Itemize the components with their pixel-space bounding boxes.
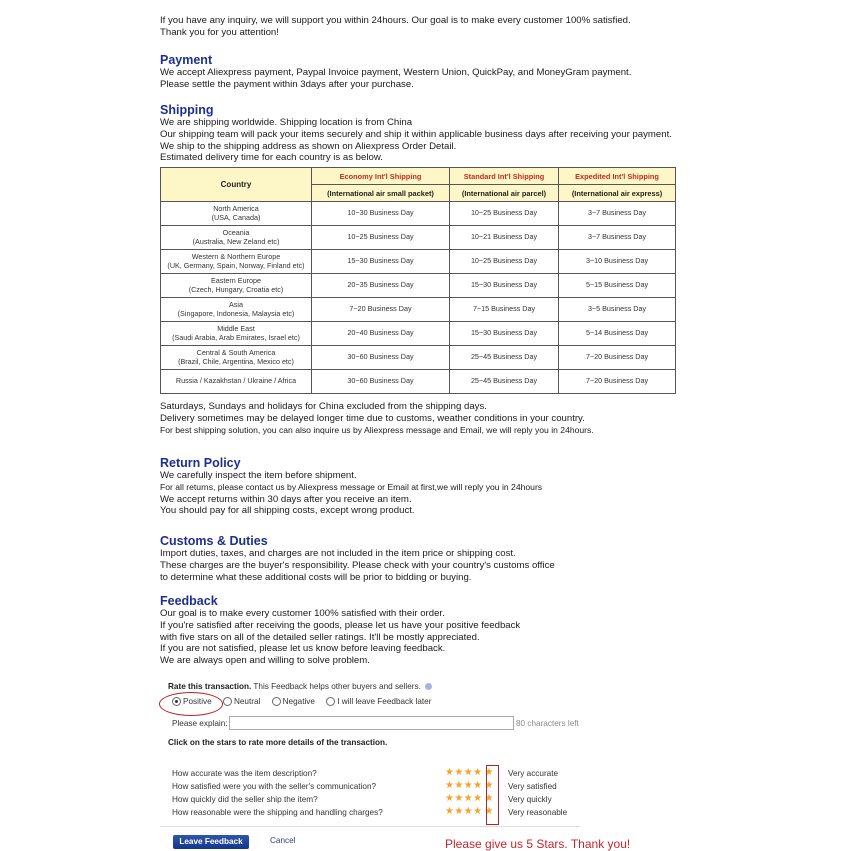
payment-section [160, 53, 631, 91]
shipping-line: Our shipping team will pack your items securely and ship it within applicable business days after receiving your payment. [160, 128, 672, 140]
delivery-time-cell: 30~60 Business Day [312, 346, 450, 370]
intro-line: Thank you for you attention! [160, 26, 279, 38]
explain-label: Please explain: [172, 719, 228, 728]
region-cell [161, 226, 312, 250]
radio-label: I will leave Feedback later [337, 697, 432, 706]
delivery-time-cell: 15~30 Business Day [449, 274, 558, 298]
star-icon[interactable]: ★ [473, 780, 483, 791]
delivery-time-cell: 15~30 Business Day [312, 250, 450, 274]
service-subheader: (International air small packet) [312, 185, 450, 202]
radio-neutral[interactable] [223, 697, 260, 706]
star-icon[interactable]: ★ [445, 806, 455, 817]
delivery-time-cell: 7~20 Business Day [559, 370, 676, 394]
delivery-time-cell: 7~20 Business Day [559, 346, 676, 370]
delivery-time-cell: 10~30 Business Day [312, 202, 450, 226]
star-icon[interactable]: ★ [484, 793, 494, 804]
customs-heading: Customs & Duties [160, 534, 268, 548]
radio-later[interactable] [326, 697, 431, 706]
return-policy-heading: Return Policy [160, 456, 241, 470]
region-detail: (Brazil, Chile, Argentina, Mexico etc) [178, 356, 294, 366]
service-header-expedited: Expedited Int'l Shipping [559, 168, 676, 185]
region-detail: (Saudi Arabia, Arab Emirates, Israel etc) [172, 332, 300, 342]
shipping-line: We ship to the shipping address as shown on Aliexpress Order Detail. [160, 140, 457, 152]
region-name: Central & South America [196, 347, 276, 357]
shipping-row [161, 370, 676, 394]
region-name: Western & Northern Europe [191, 251, 281, 261]
delivery-time-cell: 10~21 Business Day [449, 226, 558, 250]
explain-input[interactable] [229, 716, 514, 730]
shipping-row [161, 274, 676, 298]
star-icon[interactable]: ★ [484, 780, 494, 791]
star-icon[interactable]: ★ [454, 806, 464, 817]
characters-left: 80 characters left [516, 719, 579, 728]
star-icon[interactable]: ★ [484, 806, 494, 817]
delivery-time-cell: 5~15 Business Day [559, 274, 676, 298]
region-cell [161, 250, 312, 274]
rating-question: How accurate was the item description? [172, 769, 317, 778]
rating-label: Very satisfied [508, 782, 557, 791]
customs-line: Import duties, taxes, and charges are not included in the item price or shipping cost. [160, 548, 516, 559]
shipping-time-table [160, 167, 676, 394]
shipping-row [161, 322, 676, 346]
service-subheader: (International air parcel) [449, 185, 558, 202]
region-cell [161, 322, 312, 346]
rate-transaction-row [168, 682, 432, 691]
star-icon[interactable]: ★ [454, 780, 464, 791]
radio-label: Negative [282, 697, 315, 706]
return-line: We carefully inspect the item before shipment. [160, 470, 357, 481]
feedback-line: If you're satisfied after receiving the goods, please let us have your positive feedback [160, 619, 521, 631]
region-name: Eastern Europe [211, 275, 261, 285]
region-detail: (Singapore, Indonesia, Malaysia etc) [177, 308, 295, 318]
customs-section [160, 534, 555, 583]
region-detail: (Czech, Hungary, Croatia etc) [188, 284, 284, 294]
region-detail: (USA, Canada) [211, 212, 261, 222]
shipping-notes [160, 401, 594, 436]
shipping-row [161, 250, 676, 274]
delivery-time-cell: 25~45 Business Day [449, 370, 558, 394]
shipping-row [161, 298, 676, 322]
intro-section [160, 15, 631, 39]
rating-label: Very quickly [508, 795, 552, 804]
service-header-standard: Standard Int'l Shipping [449, 168, 558, 185]
payment-heading: Payment [160, 53, 213, 67]
region-name: Asia [229, 299, 243, 309]
region-detail: (Australia, New Zeland etc) [192, 236, 280, 246]
delivery-time-cell: 25~45 Business Day [449, 346, 558, 370]
return-line: You should pay for all shipping costs, except wrong product. [160, 505, 415, 517]
delivery-time-cell: 3~7 Business Day [559, 202, 676, 226]
radio-negative[interactable] [272, 697, 315, 706]
region-cell [161, 298, 312, 322]
country-header: Country [161, 168, 312, 202]
delivery-time-cell: 7~20 Business Day [312, 298, 450, 322]
rating-question: How quickly did the seller ship the item? [172, 795, 318, 804]
radio-positive[interactable] [172, 697, 212, 706]
delivery-time-cell: 15~30 Business Day [449, 322, 558, 346]
delivery-time-cell: 20~40 Business Day [312, 322, 450, 346]
rating-label: Very accurate [508, 769, 559, 778]
rating-question: How reasonable were the shipping and handling charges? [172, 808, 383, 817]
delivery-time-cell: 5~14 Business Day [559, 322, 676, 346]
delivery-time-cell: 7~15 Business Day [449, 298, 558, 322]
customs-line: to determine what these additional costs will be prior to bidding or buying. [160, 571, 472, 583]
region-cell [161, 346, 312, 370]
payment-line: We accept Aliexpress payment, Paypal Invoice payment, Western Union, QuickPay, and MoneyGram payment. [160, 67, 632, 78]
region-name: North America [213, 203, 259, 213]
rating-radio-group [172, 697, 440, 708]
region-name: Middle East [217, 323, 255, 333]
return-line: We accept returns within 30 days after you receive an item. [160, 493, 412, 505]
feedback-section [160, 594, 520, 667]
leave-feedback-button[interactable]: Leave Feedback [173, 835, 249, 849]
star-icon[interactable]: ★ [463, 806, 474, 817]
star-icon[interactable]: ★ [484, 767, 494, 778]
customs-line: These charges are the buyer's responsibility. Please check with your country's customs office [160, 559, 555, 571]
feedback-line: with five stars on all of the detailed seller ratings. It'll be mostly appreciated. [160, 631, 480, 643]
rating-label: Very reasonable [508, 808, 568, 817]
star-icon[interactable]: ★ [445, 793, 455, 804]
shipping-note: For best shipping solution, you can also inquire us by Aliexpress message and Email, we will reply you in 24hours. [160, 424, 594, 435]
radio-dot[interactable] [272, 697, 281, 706]
delivery-time-cell: 3~5 Business Day [559, 298, 676, 322]
cancel-link[interactable]: Cancel [270, 836, 296, 845]
delivery-time-cell: 3~7 Business Day [559, 226, 676, 250]
shipping-line: Estimated delivery time for each country is as below. [160, 152, 383, 164]
rating-question: How satisfied were you with the seller's communication? [172, 782, 377, 791]
shipping-heading: Shipping [160, 103, 214, 117]
intro-line: If you have any inquiry, we will support you within 24hours. Our goal is to make every customer 100% satisfied. [160, 15, 631, 26]
return-policy-section [160, 456, 542, 517]
delivery-time-cell: 20~35 Business Day [312, 274, 450, 298]
star-icon[interactable]: ★ [473, 793, 483, 804]
delivery-time-cell: 10~25 Business Day [449, 202, 558, 226]
info-icon[interactable] [425, 683, 432, 690]
star-icon[interactable]: ★ [454, 767, 464, 778]
star-icon[interactable]: ★ [473, 767, 483, 778]
shipping-row [161, 226, 676, 250]
delivery-time-cell: 30~60 Business Day [312, 370, 450, 394]
divider [160, 826, 580, 827]
feedback-heading: Feedback [160, 594, 218, 608]
feedback-line: Our goal is to make every customer 100% satisfied with their order. [160, 608, 445, 619]
feedback-line: If you are not satisfied, please let us know before leaving feedback. [160, 643, 446, 655]
star-icon[interactable]: ★ [463, 780, 474, 791]
radio-label: Positive [183, 697, 212, 706]
stars-hint: Click on the stars to rate more details of the transaction. [168, 738, 388, 747]
region-detail: (UK, Germany, Spain, Norway, Finland etc) [167, 260, 305, 270]
radio-dot[interactable] [223, 697, 232, 706]
shipping-row [161, 202, 676, 226]
star-icon[interactable]: ★ [445, 780, 455, 791]
rate-label: Rate this transaction. [168, 682, 252, 691]
star-icon[interactable]: ★ [463, 793, 474, 804]
star-icon[interactable]: ★ [463, 767, 474, 778]
service-header-economy: Economy Int'l Shipping [312, 168, 450, 185]
star-icon[interactable]: ★ [473, 806, 483, 817]
shipping-note: Saturdays, Sundays and holidays for China excluded from the shipping days. [160, 401, 487, 412]
region-cell [161, 274, 312, 298]
delivery-time-cell: 3~10 Business Day [559, 250, 676, 274]
five-star-request: Please give us 5 Stars. Thank you! [445, 837, 631, 851]
shipping-line: We are shipping worldwide. Shipping location is from China [160, 117, 413, 128]
shipping-note: Delivery sometimes may be delayed longer time due to customs, weather conditions in your country. [160, 412, 585, 424]
service-subheader: (International air express) [559, 185, 676, 202]
region-name: Russia / Kazakhstan / Ukraine / Africa [175, 376, 297, 386]
delivery-time-cell: 10~25 Business Day [312, 226, 450, 250]
region-cell [161, 202, 312, 226]
feedback-line: We are always open and willing to solve problem. [160, 655, 370, 667]
rate-hint: This Feedback helps other buyers and sellers. [253, 682, 421, 691]
delivery-time-cell: 10~25 Business Day [449, 250, 558, 274]
payment-line: Please settle the payment within 3days after your purchase. [160, 78, 414, 90]
star-icon[interactable]: ★ [454, 793, 464, 804]
star-icon[interactable]: ★ [445, 767, 455, 778]
shipping-section [160, 103, 672, 164]
region-cell [161, 370, 312, 394]
return-line: For all returns, please contact us by Aliexpress message or Email at first,we will reply you in 24hours [160, 481, 543, 492]
radio-label: Neutral [233, 697, 261, 706]
radio-dot-selected[interactable] [172, 697, 181, 706]
shipping-row [161, 346, 676, 370]
region-name: Oceania [222, 227, 250, 237]
fifth-star-highlight [486, 765, 499, 825]
radio-dot[interactable] [326, 697, 335, 706]
